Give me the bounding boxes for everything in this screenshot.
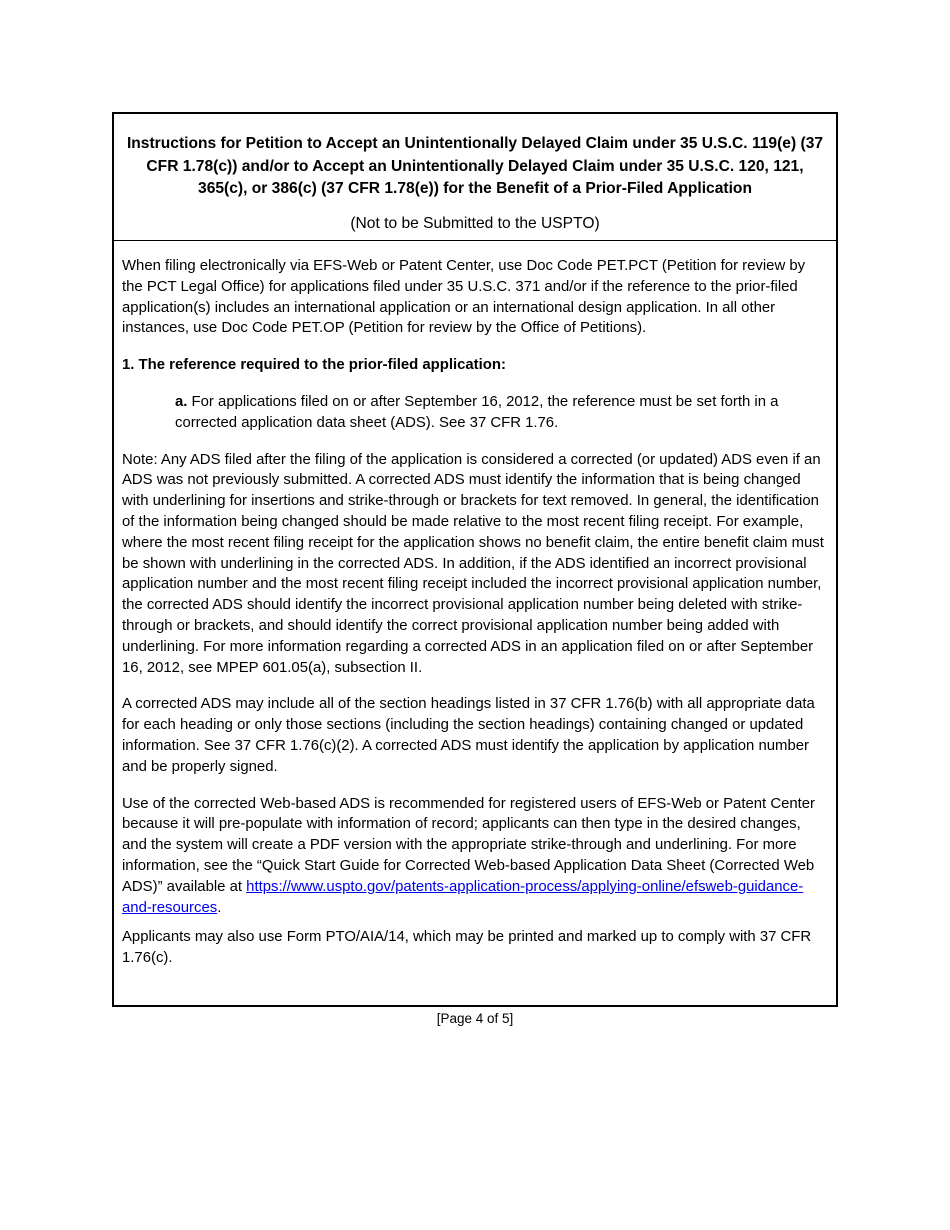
form-paragraph: Applicants may also use Form PTO/AIA/14, which may be printed and marked up to comply with 37 CFR 1.76(c). — [122, 929, 812, 967]
page-number: [Page 4 of 5] — [436, 1011, 514, 1026]
efsweb-guidance-link[interactable]: https://www.uspto.gov/patents-application-process/applying-online/efsweb-guidance-and-resources — [122, 878, 804, 916]
item-a-label: a. — [175, 393, 188, 410]
web-ads-text: Use of the corrected Web-based ADS is recommended for registered users of EFS-Web or Patent Center because it will pre-populate with information of record; applicants can then type in the desired changes, and the system will create a PDF version with the appropriate strike-through and underlining. For more information, see the “Quick Start Guide for Corrected Web-based Application Data Sheet (Corrected Web ADS)” available at — [122, 795, 816, 895]
item-a-paragraph — [122, 392, 828, 434]
section-1-heading: 1. The reference required to the prior-filed application: — [122, 357, 506, 374]
document-subtitle: (Not to be Submitted to the USPTO) — [350, 214, 600, 232]
document-title: Instructions for Petition to Accept an Unintentionally Delayed Claim under 35 U.S.C. 119(e) (37 CFR 1.78(c)) and/or to Accept an Unintentionally Delayed Claim under 35 U.S.C. 120, 121, 365(c), or 386(c) (37 CFR 1.78(e)) for the Benefit of a Prior-Filed Application — [126, 135, 824, 197]
header-section — [114, 114, 836, 241]
note-paragraph: Note: Any ADS filed after the filing of the application is considered a corrected (or updated) ADS even if an ADS was not previously submitted. A corrected ADS must identify the information that is being changed with underlining for insertions and strike-through or brackets for text removed. In general, the identification of the information being changed should be made relative to the most recent filing receipt. For example, where the most recent filing receipt for the application shows no benefit claim, the entire benefit claim must be shown with underlining in the corrected ADS. In addition, if the ADS identified an incorrect provisional application number and the most recent filing receipt included the incorrect provisional application number, the corrected ADS should identify the incorrect provisional application number being deleted with strike-through or brackets, and should identify the correct provisional application number being added with underlining. For more information regarding a corrected ADS in an application filed on or after September 16, 2012, see MPEP 601.05(a), subsection II. — [122, 451, 824, 676]
web-ads-end: . — [217, 899, 222, 916]
web-ads-paragraph — [122, 794, 828, 919]
corrected-ads-paragraph: A corrected ADS may include all of the section headings listed in 37 CFR 1.76(b) with all appropriate data for each heading or only those sections (including the section headings) containing changed or updated information. See 37 CFR 1.76(c)(2). A corrected ADS must identify the application by application number and be properly signed. — [122, 696, 815, 775]
instructions-body — [114, 241, 836, 969]
intro-paragraph: When filing electronically via EFS-Web or Patent Center, use Doc Code PET.PCT (Petition for review by the PCT Legal Office) for applications filed under 35 U.S.C. 371 and/or if the reference to the prior-filed application(s) includes an international application or an international design application. In all other instances, use Doc Code PET.OP (Petition for review by the Office of Petitions). — [122, 258, 806, 337]
instructions-box — [112, 112, 838, 1007]
item-a-text: For applications filed on or after September 16, 2012, the reference must be set forth in a corrected application data sheet (ADS). See 37 CFR 1.76. — [175, 393, 779, 431]
